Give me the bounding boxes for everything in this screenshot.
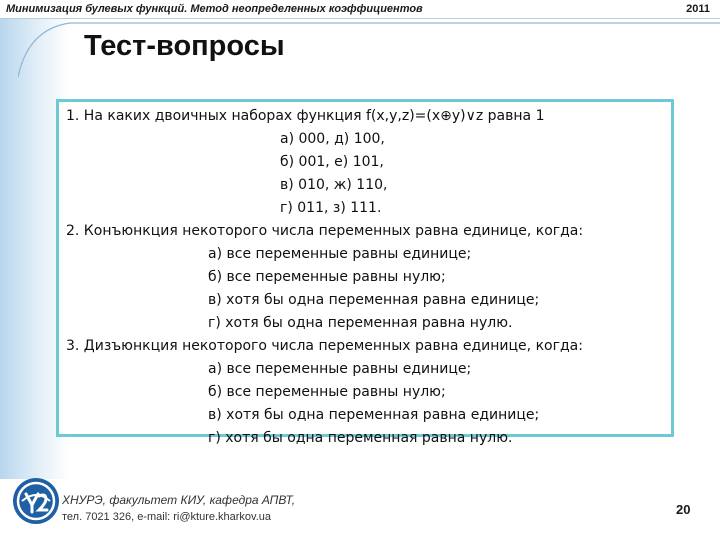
question-2-option: а) все переменные равны единице;: [208, 246, 472, 262]
question-2-option: б) все переменные равны нулю;: [208, 269, 446, 285]
question-1-option: г) 011, з) 111.: [280, 200, 382, 216]
question-box: [56, 99, 674, 446]
question-1-option: а) 000, д) 100,: [280, 131, 385, 147]
header-year: 2011: [686, 3, 710, 15]
slide-title: Тест-вопросы: [84, 30, 285, 62]
question-1-option: б) 001, е) 101,: [280, 154, 384, 170]
question-2-text: 2. Конъюнкция некоторого числа переменных равна единице, когда:: [66, 223, 584, 239]
page-number: 20: [676, 502, 691, 517]
question-3-option: г) хотя бы одна переменная равна нулю.: [208, 430, 513, 446]
question-3-option: в) хотя бы одна переменная равна единице;: [208, 407, 540, 423]
question-3-text: 3. Дизъюнкция некоторого числа переменных равна единице, когда:: [66, 338, 583, 354]
footer-affiliation: ХНУРЭ, факультет КИУ, кафедра АПВТ,: [62, 493, 296, 507]
footer-contact: тел. 7021 326, e-mail: ri@kture.kharkov.ua: [62, 511, 272, 523]
question-2-option: г) хотя бы одна переменная равна нулю.: [208, 315, 513, 331]
question-3-option: а) все переменные равны единице;: [208, 361, 472, 377]
university-logo-icon: [12, 476, 60, 526]
question-1-option: в) 010, ж) 110,: [280, 177, 388, 193]
question-1-text: 1. На каких двоичных наборах функция f(x,y,z)=(x⊕y)∨z равна 1: [66, 108, 545, 124]
question-2-option: в) хотя бы одна переменная равна единице;: [208, 292, 540, 308]
question-3-option: б) все переменные равны нулю;: [208, 384, 446, 400]
header-title: Минимизация булевых функций. Метод неопределенных коэффициентов: [6, 3, 423, 15]
